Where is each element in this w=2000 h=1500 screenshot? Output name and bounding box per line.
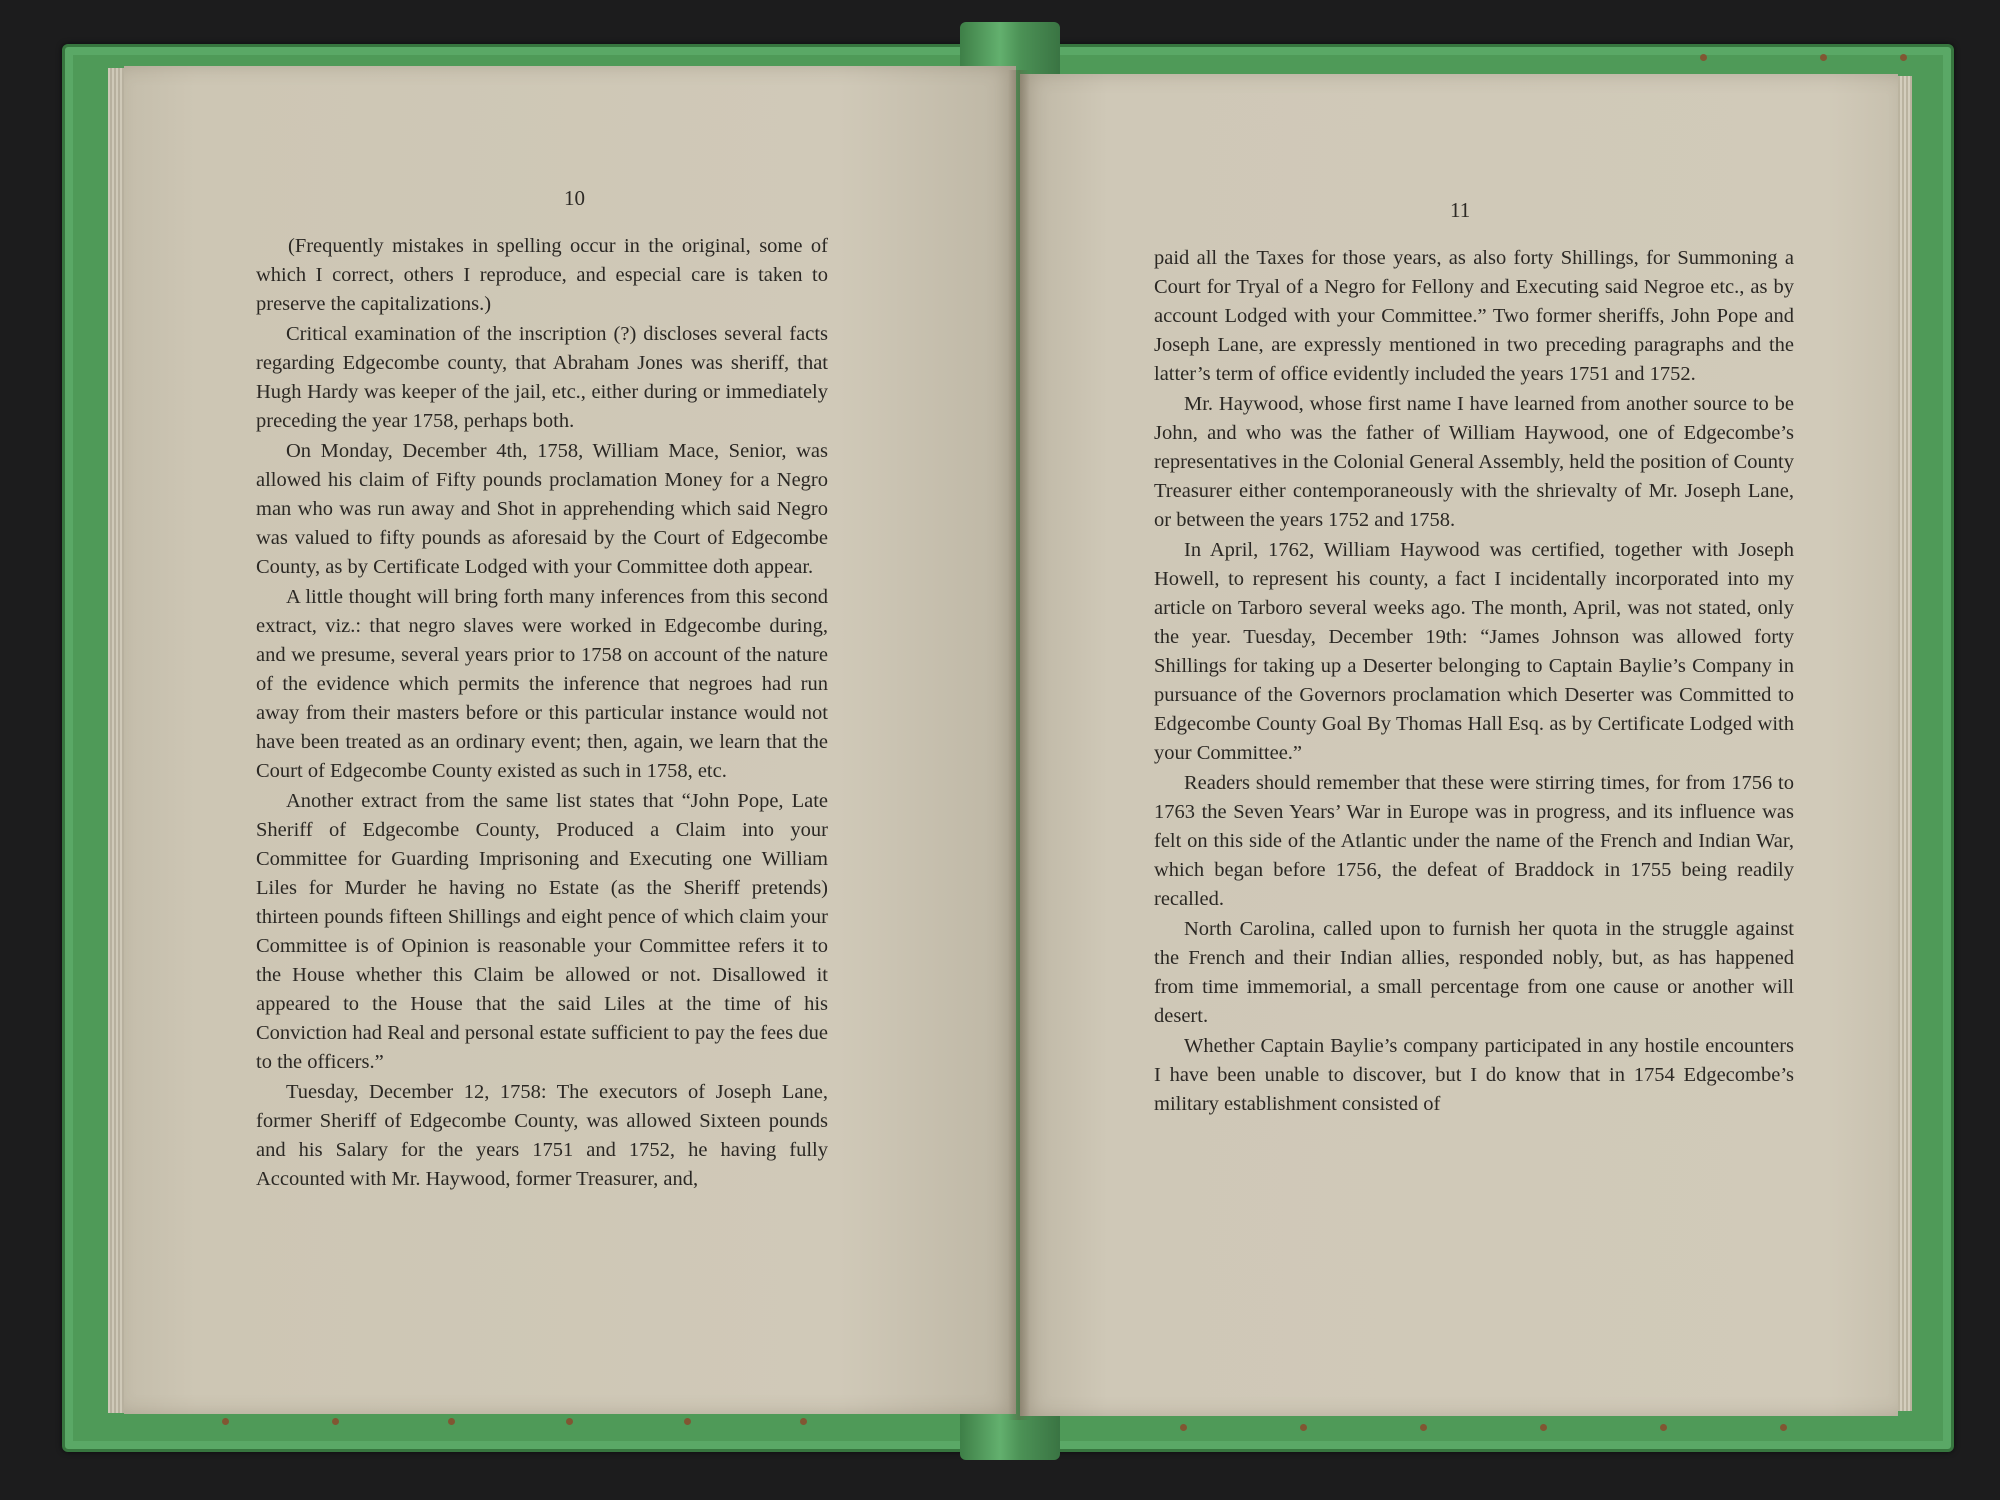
cover-dot: [566, 1418, 573, 1425]
cover-dot: [1900, 54, 1907, 61]
cover-dot: [1700, 54, 1707, 61]
right-page-text: [1154, 244, 1794, 1119]
cover-dot: [1820, 54, 1827, 61]
cover-dot: [448, 1418, 455, 1425]
cover-dot: [800, 1418, 807, 1425]
cover-dot: [684, 1418, 691, 1425]
paragraph: On Monday, December 4th, 1758, William Mace, Senior, was allowed his claim of Fifty pounds proclamation Money for a Negro man who was run away and Shot in apprehending which said Negro was valued to fifty pounds as aforesaid by the Court of Edgecombe County, as by Certificate Lodged with your Committee doth appear.: [256, 440, 828, 578]
left-page: [124, 66, 1016, 1414]
cover-dot: [222, 1418, 229, 1425]
page-number: 10: [564, 186, 585, 210]
paragraph: In April, 1762, William Haywood was certified, together with Joseph Howell, to represent his county, a fact I incidentally incorporated into my article on Tarboro several weeks ago. The month, April, was not stated, only the year. Tuesday, December 19th: “James Johnson was allowed forty Shillings for taking up a Deserter belonging to Captain Baylie’s Company in pursuance of the Governors proclamation which Deserter was Committed to Edgecombe County Goal By Thomas Hall Esq. as by Certificate Lodged with your Committee.”: [1154, 539, 1794, 764]
paragraph: A little thought will bring forth many inferences from this second extract, viz.: that negro slaves were worked in Edgecombe during, and we presume, several years prior to 1758 on account of the nature of the evidence which permits the inference that negroes had run away from their masters before or this particular instance would not have been treated as an ordinary event; then, again, we learn that the Court of Edgecombe County existed as such in 1758, etc.: [256, 586, 828, 782]
left-page-text: [256, 232, 828, 1194]
paragraph: North Carolina, called upon to furnish her quota in the struggle against the French and their Indian allies, responded nobly, but, as has happened from time immemorial, a small percentage from one cause or another will desert.: [1154, 918, 1794, 1027]
cover-dot: [1780, 1424, 1787, 1431]
paragraph: Readers should remember that these were stirring times, for from 1756 to 1763 the Seven Years’ War in Europe was in progress, and its influence was felt on this side of the Atlantic under the name of the French and Indian War, which began before 1756, the defeat of Braddock in 1755 being readily recalled.: [1154, 772, 1794, 910]
right-page: [1020, 74, 1898, 1416]
paragraph: (Frequently mistakes in spelling occur in the original, some of which I correct, others I reproduce, and especial care is taken to preserve the capitalizations.): [256, 235, 828, 315]
cover-dot: [1300, 1424, 1307, 1431]
cover-dot: [1660, 1424, 1667, 1431]
paragraph: Whether Captain Baylie’s company participated in any hostile encounters I have been unable to discover, but I do know that in 1754 Edgecombe’s military establishment consisted of: [1154, 1035, 1794, 1115]
page-number: 11: [1450, 198, 1471, 222]
cover-dot: [332, 1418, 339, 1425]
paragraph: Another extract from the same list states that “John Pope, Late Sheriff of Edgecombe County, Produced a Claim into your Committee for Guarding Imprisoning and Executing one William Liles for Murder he having no Estate (as the Sheriff pretends) thirteen pounds fifteen Shillings and eight pence of which claim your Committee is of Opinion is reasonable your Committee refers it to the House whether this Claim be allowed or not. Disallowed it appeared to the House that the said Liles at the time of his Conviction had Real and personal estate sufficient to pay the fees due to the officers.”: [256, 790, 828, 1073]
paragraph: Critical examination of the inscription (?) discloses several facts regarding Edgecombe county, that Abraham Jones was sheriff, that Hugh Hardy was keeper of the jail, etc., either during or immediately preceding the year 1758, perhaps both.: [256, 323, 828, 432]
book-gutter: [1008, 70, 1030, 1420]
paragraph: Tuesday, December 12, 1758: The executors of Joseph Lane, former Sheriff of Edgecombe County, was allowed Sixteen pounds and his Salary for the years 1751 and 1752, he having fully Accounted with Mr. Haywood, former Treasurer, and,: [256, 1081, 828, 1190]
cover-dot: [1420, 1424, 1427, 1431]
cover-dot: [1180, 1424, 1187, 1431]
paragraph: Mr. Haywood, whose first name I have learned from another source to be John, and who was the father of William Haywood, one of Edgecombe’s representatives in the Colonial General Assembly, held the position of County Treasurer either contemporaneously with the shrievalty of Mr. Joseph Lane, or between the years 1752 and 1758.: [1154, 393, 1794, 531]
cover-dot: [1540, 1424, 1547, 1431]
paragraph: paid all the Taxes for those years, as also forty Shillings, for Summoning a Court for Tryal of a Negro for Fellony and Executing said Negroe etc., as by account Lodged with your Committee.” Two former sheriffs, John Pope and Joseph Lane, are expressly mentioned in two preceding paragraphs and the latter’s term of office evidently included the years 1751 and 1752.: [1154, 247, 1794, 385]
